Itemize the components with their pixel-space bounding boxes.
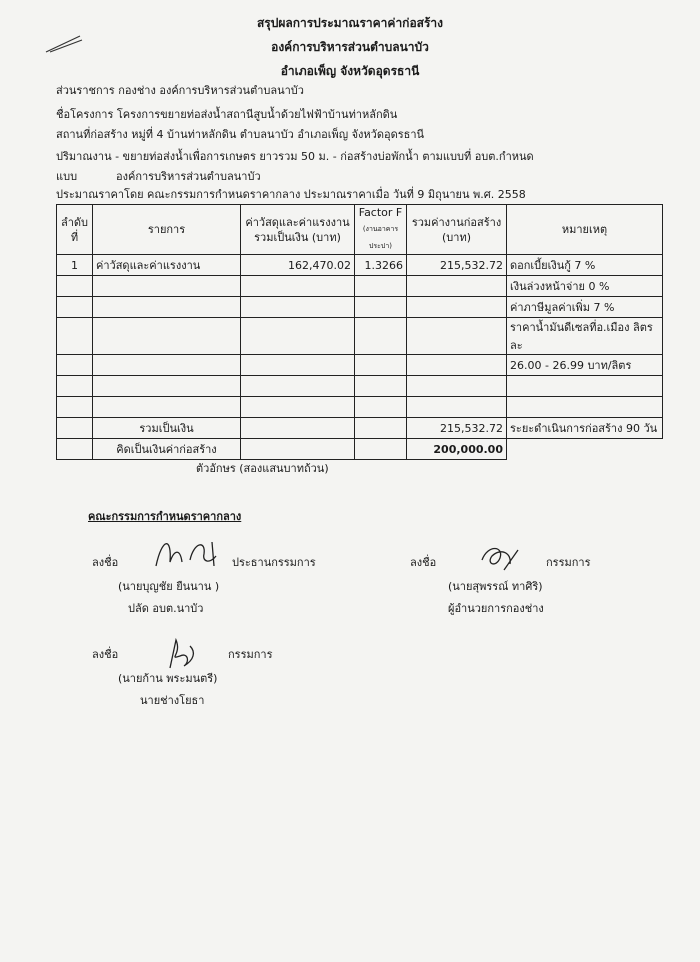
remark-advance: เงินล่วงหน้าจ่าย 0 % — [507, 276, 663, 297]
remark-diesel-price: 26.00 - 26.99 บาท/ลิตร — [507, 355, 663, 376]
cost-summary-table — [56, 204, 663, 460]
row-total: 215,532.72 — [407, 255, 507, 276]
sum-label: รวมเป็นเงิน — [93, 418, 241, 439]
table-row — [57, 255, 663, 276]
table-row — [57, 318, 663, 355]
table-header-row — [57, 205, 663, 255]
construction-duration: ระยะดำเนินการก่อสร้าง 90 วัน — [507, 418, 663, 439]
header-factor: Factor F (งานอาคารประปา) — [355, 205, 407, 255]
row-factor: 1.3266 — [355, 255, 407, 276]
final-value: 200,000.00 — [407, 439, 507, 460]
header-item: รายการ — [93, 205, 241, 255]
header-remark: หมายเหตุ — [507, 205, 663, 255]
final-label: คิดเป็นเงินค่าก่อสร้าง — [93, 439, 241, 460]
member2-signature — [160, 634, 204, 674]
member1-role: กรรมการ — [546, 556, 591, 569]
info-design: องค์การบริหารส่วนตำบลนาบัว — [116, 170, 261, 183]
header-no: ลำดับที่ — [57, 205, 93, 255]
table-row — [57, 276, 663, 297]
info-project: ชื่อโครงการ โครงการขยายท่อส่งน้ำสถานีสูบน้ำด้วยไฟฟ้าบ้านท่าหลักดิน — [56, 108, 398, 121]
member2-position: นายช่างโยธา — [140, 694, 205, 707]
table-row — [57, 297, 663, 318]
chair-sign-label: ลงชื่อ — [92, 556, 119, 569]
member1-position: ผู้อำนวยการกองช่าง — [448, 602, 544, 615]
header-title: สรุปผลการประมาณราคาค่าก่อสร้าง — [256, 16, 444, 30]
table-sum-row — [57, 418, 663, 439]
info-location: สถานที่ก่อสร้าง หมู่ที่ 4 บ้านท่าหลักดิน ตำบลนาบัว อำเภอเพ็ญ จังหวัดอุดรธานี — [56, 128, 425, 141]
member2-role: กรรมการ — [228, 648, 273, 661]
row-cost: 162,470.02 — [241, 255, 355, 276]
info-estimator: ประมาณราคาโดย คณะกรรมการกำหนดราคากลาง ประมาณราคาเมื่อ วันที่ 9 มิถุนายน พ.ศ. 2558 — [56, 188, 526, 201]
member2-name: (นายก้าน พระมนตรี) — [118, 672, 218, 685]
info-design-label: แบบ — [56, 170, 78, 183]
header-district: อำเภอเพ็ญ จังหวัดอุดรธานี — [280, 64, 420, 78]
row-no: 1 — [57, 255, 93, 276]
member1-signature — [474, 540, 524, 576]
row-item: ค่าวัสดุและค่าแรงงาน — [93, 255, 241, 276]
amount-in-words: ตัวอักษร (สองแสนบาทถ้วน) — [196, 462, 329, 475]
member2-sign-label: ลงชื่อ — [92, 648, 119, 661]
table-row — [57, 376, 663, 397]
chair-role: ประธานกรรมการ — [232, 556, 316, 569]
header-cost: ค่าวัสดุและค่าแรงงาน รวมเป็นเงิน (บาท) — [241, 205, 355, 255]
chair-signature — [150, 532, 240, 572]
sum-value: 215,532.72 — [407, 418, 507, 439]
member1-name: (นายสุพรรณ์ ทาศิริ) — [448, 580, 543, 593]
info-quantity: ปริมาณงาน - ขยายท่อส่งน้ำเพื่อการเกษตร ยาวรวม 50 ม. - ก่อสร้างบ่อพักน้ำ ตามแบบที่ อบต.กำหนด — [56, 150, 534, 163]
member1-sign-label: ลงชื่อ — [410, 556, 437, 569]
remark-vat: ค่าภาษีมูลค่าเพิ่ม 7 % — [507, 297, 663, 318]
header-org: องค์การบริหารส่วนตำบลนาบัว — [271, 40, 429, 54]
chair-position: ปลัด อบต.นาบัว — [128, 602, 204, 615]
table-row — [57, 355, 663, 376]
remark-diesel: ราคาน้ำมันดีเซลที่อ.เมือง ลิตรละ — [507, 318, 663, 355]
committee-title: คณะกรรมการกำหนดราคากลาง — [88, 510, 242, 523]
chair-name: (นายบุญชัย ยืนนาน ) — [118, 580, 220, 593]
table-final-row — [57, 439, 663, 460]
info-agency: ส่วนราชการ กองช่าง องค์การบริหารส่วนตำบลนาบัว — [56, 84, 304, 97]
table-row — [57, 397, 663, 418]
remark-interest: ดอกเบี้ยเงินกู้ 7 % — [507, 255, 663, 276]
header-total: รวมค่างานก่อสร้าง (บาท) — [407, 205, 507, 255]
